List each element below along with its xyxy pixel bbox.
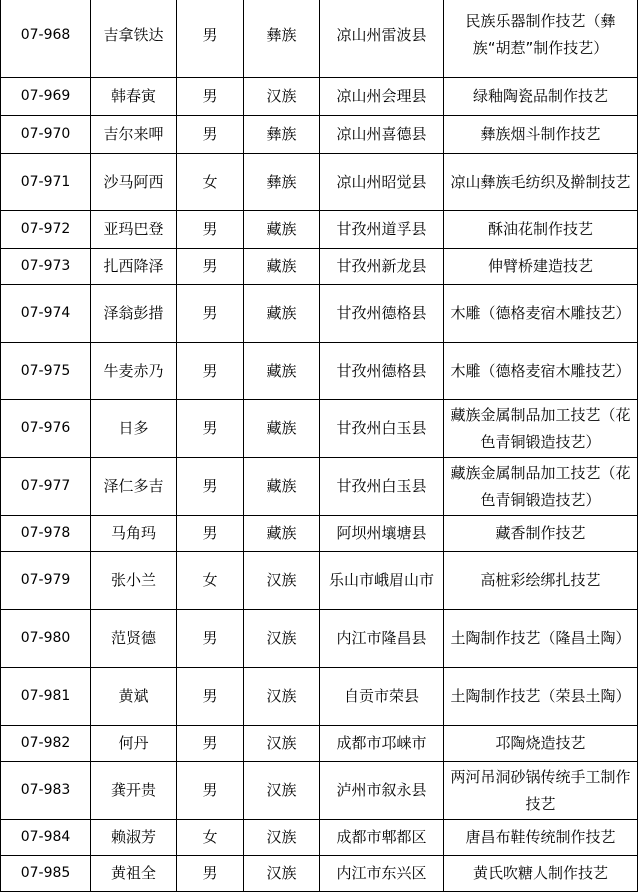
region-cell: 自贡市荣县 <box>320 668 444 726</box>
id-cell: 07-985 <box>1 856 91 892</box>
region-cell: 甘孜州白玉县 <box>320 400 444 458</box>
name-cell: 扎西降泽 <box>91 249 177 285</box>
table-row <box>1 762 638 820</box>
region-cell: 内江市隆昌县 <box>320 610 444 668</box>
gender-cell: 男 <box>177 458 244 516</box>
project-cell: 藏族金属制品加工技艺（花色青铜锻造技艺） <box>444 458 638 516</box>
table-row <box>1 343 638 400</box>
project-cell: 两河吊洞砂锅传统手工制作技艺 <box>444 762 638 820</box>
id-cell: 07-970 <box>1 116 91 154</box>
table-row <box>1 856 638 892</box>
gender-cell: 男 <box>177 516 244 552</box>
name-cell: 亚玛巴登 <box>91 211 177 249</box>
gender-cell: 男 <box>177 0 244 78</box>
gender-cell: 男 <box>177 668 244 726</box>
id-cell: 07-984 <box>1 820 91 856</box>
ethnicity-cell: 藏族 <box>244 211 320 249</box>
gender-cell: 男 <box>177 211 244 249</box>
ethnicity-cell: 汉族 <box>244 762 320 820</box>
ethnicity-cell: 汉族 <box>244 856 320 892</box>
ethnicity-cell: 汉族 <box>244 610 320 668</box>
ethnicity-cell: 汉族 <box>244 78 320 116</box>
name-cell: 黄斌 <box>91 668 177 726</box>
ethnicity-cell: 彝族 <box>244 154 320 211</box>
id-cell: 07-972 <box>1 211 91 249</box>
table-row <box>1 516 638 552</box>
project-cell: 唐昌布鞋传统制作技艺 <box>444 820 638 856</box>
region-cell: 阿坝州壤塘县 <box>320 516 444 552</box>
id-cell: 07-971 <box>1 154 91 211</box>
ethnicity-cell: 汉族 <box>244 726 320 762</box>
region-cell: 凉山州昭觉县 <box>320 154 444 211</box>
gender-cell: 男 <box>177 116 244 154</box>
gender-cell: 女 <box>177 154 244 211</box>
table-row <box>1 285 638 343</box>
gender-cell: 男 <box>177 610 244 668</box>
project-cell: 彝族烟斗制作技艺 <box>444 116 638 154</box>
name-cell: 韩春寅 <box>91 78 177 116</box>
project-cell: 藏族金属制品加工技艺（花色青铜锻造技艺） <box>444 400 638 458</box>
name-cell: 黄祖全 <box>91 856 177 892</box>
project-cell: 凉山彝族毛纺织及擀制技艺 <box>444 154 638 211</box>
project-cell: 土陶制作技艺（隆昌土陶） <box>444 610 638 668</box>
gender-cell: 女 <box>177 820 244 856</box>
name-cell: 沙马阿西 <box>91 154 177 211</box>
region-cell: 成都市郫都区 <box>320 820 444 856</box>
project-cell: 木雕（德格麦宿木雕技艺） <box>444 343 638 400</box>
id-cell: 07-973 <box>1 249 91 285</box>
id-cell: 07-968 <box>1 0 91 78</box>
gender-cell: 男 <box>177 856 244 892</box>
table-row <box>1 400 638 458</box>
table-row <box>1 458 638 516</box>
region-cell: 甘孜州道孚县 <box>320 211 444 249</box>
id-cell: 07-982 <box>1 726 91 762</box>
table-row <box>1 211 638 249</box>
region-cell: 成都市邛崃市 <box>320 726 444 762</box>
table-row <box>1 610 638 668</box>
table-row <box>1 78 638 116</box>
id-cell: 07-974 <box>1 285 91 343</box>
table-row <box>1 116 638 154</box>
ethnicity-cell: 藏族 <box>244 343 320 400</box>
region-cell: 凉山州雷波县 <box>320 0 444 78</box>
project-cell: 土陶制作技艺（荣县土陶） <box>444 668 638 726</box>
region-cell: 泸州市叙永县 <box>320 762 444 820</box>
name-cell: 何丹 <box>91 726 177 762</box>
region-cell: 甘孜州白玉县 <box>320 458 444 516</box>
gender-cell: 男 <box>177 285 244 343</box>
ethnicity-cell: 汉族 <box>244 820 320 856</box>
region-cell: 乐山市峨眉山市 <box>320 552 444 610</box>
name-cell: 牛麦赤乃 <box>91 343 177 400</box>
project-cell: 藏香制作技艺 <box>444 516 638 552</box>
name-cell: 日多 <box>91 400 177 458</box>
ethnicity-cell: 藏族 <box>244 458 320 516</box>
table-row <box>1 249 638 285</box>
name-cell: 吉拿铁达 <box>91 0 177 78</box>
ethnicity-cell: 彝族 <box>244 0 320 78</box>
table-row <box>1 820 638 856</box>
ethnicity-cell: 藏族 <box>244 249 320 285</box>
project-cell: 绿釉陶瓷品制作技艺 <box>444 78 638 116</box>
gender-cell: 男 <box>177 762 244 820</box>
ethnicity-cell: 藏族 <box>244 400 320 458</box>
gender-cell: 男 <box>177 249 244 285</box>
region-cell: 甘孜州新龙县 <box>320 249 444 285</box>
table-row <box>1 726 638 762</box>
name-cell: 范贤德 <box>91 610 177 668</box>
id-cell: 07-980 <box>1 610 91 668</box>
gender-cell: 男 <box>177 400 244 458</box>
project-cell: 酥油花制作技艺 <box>444 211 638 249</box>
project-cell: 伸臂桥建造技艺 <box>444 249 638 285</box>
id-cell: 07-979 <box>1 552 91 610</box>
region-cell: 凉山州喜德县 <box>320 116 444 154</box>
name-cell: 泽翁彭措 <box>91 285 177 343</box>
id-cell: 07-977 <box>1 458 91 516</box>
region-cell: 甘孜州德格县 <box>320 285 444 343</box>
table-row <box>1 154 638 211</box>
ethnicity-cell: 藏族 <box>244 516 320 552</box>
table-row <box>1 0 638 78</box>
table-row <box>1 668 638 726</box>
ethnicity-cell: 彝族 <box>244 116 320 154</box>
project-cell: 民族乐器制作技艺（彝族“胡惹”制作技艺） <box>444 0 638 78</box>
table-body <box>1 0 638 892</box>
id-cell: 07-981 <box>1 668 91 726</box>
region-cell: 甘孜州德格县 <box>320 343 444 400</box>
gender-cell: 女 <box>177 552 244 610</box>
name-cell: 赖淑芳 <box>91 820 177 856</box>
name-cell: 龚开贵 <box>91 762 177 820</box>
id-cell: 07-978 <box>1 516 91 552</box>
gender-cell: 男 <box>177 726 244 762</box>
id-cell: 07-983 <box>1 762 91 820</box>
name-cell: 张小兰 <box>91 552 177 610</box>
name-cell: 泽仁多吉 <box>91 458 177 516</box>
project-cell: 邛陶烧造技艺 <box>444 726 638 762</box>
id-cell: 07-969 <box>1 78 91 116</box>
ethnicity-cell: 汉族 <box>244 552 320 610</box>
ethnicity-cell: 汉族 <box>244 668 320 726</box>
region-cell: 凉山州会理县 <box>320 78 444 116</box>
gender-cell: 男 <box>177 343 244 400</box>
project-cell: 黄氏吹糖人制作技艺 <box>444 856 638 892</box>
gender-cell: 男 <box>177 78 244 116</box>
region-cell: 内江市东兴区 <box>320 856 444 892</box>
project-cell: 高桩彩绘绑扎技艺 <box>444 552 638 610</box>
table-row <box>1 552 638 610</box>
project-cell: 木雕（德格麦宿木雕技艺） <box>444 285 638 343</box>
name-cell: 马角玛 <box>91 516 177 552</box>
id-cell: 07-976 <box>1 400 91 458</box>
name-cell: 吉尔来呷 <box>91 116 177 154</box>
id-cell: 07-975 <box>1 343 91 400</box>
ethnicity-cell: 藏族 <box>244 285 320 343</box>
